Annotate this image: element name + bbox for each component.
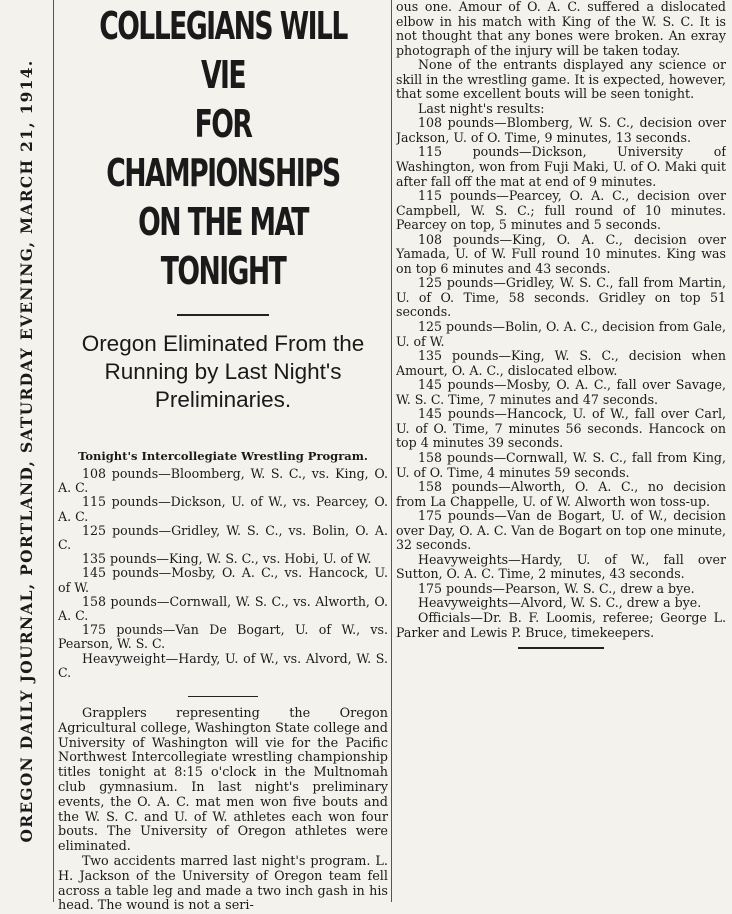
end-divider (518, 647, 604, 649)
result-item: 125 pounds—Gridley, W. S. C., fall from Martin, U. of O. Time, 58 seconds. Gridley on top 51 seconds. (396, 275, 726, 320)
result-item: 125 pounds—Bolin, O. A. C., decision from Gale, U. of W. (396, 319, 726, 349)
program-list (58, 467, 388, 680)
result-item: 145 pounds—Mosby, O. A. C., fall over Savage, W. S. C. Time, 7 minutes and 47 seconds. (396, 377, 726, 407)
program-item: 125 pounds—Gridley, W. S. C., vs. Bolin, O. A. C. (58, 522, 388, 553)
program-item: Heavyweight—Hardy, U. of W., vs. Alvord, W. S. C. (58, 650, 388, 680)
subhead-line: Preliminaries. (154, 387, 292, 412)
result-item: Officials—Dr. B. F. Loomis, referee; George L. Parker and Lewis P. Bruce, timekeepers. (396, 609, 726, 640)
program-item: 135 pounds—King, W. S. C., vs. Hobi, U. of W. (82, 551, 372, 567)
column-divider (391, 0, 392, 902)
subhead (58, 330, 388, 414)
result-item: 108 pounds—Blomberg, W. S. C., decision over Jackson, U. of O. Time, 9 minutes, 13 seconds. (396, 115, 726, 145)
results-heading: Last night's results: (418, 100, 545, 116)
body-paragraph: Grapplers representing the Oregon Agricultural college, Washington State college and University of Washington will vie for the Pacific Northwest Intercollegiate wrestling championship titles tonight at 8:15 o'clock in the Multnomah club gymnasium. In last night's preliminary events, the O. A. C. mat men won five bouts and the W. S. C. and U. of W. athletes each won four bouts. The University of Oregon athletes were eliminated. (58, 706, 388, 855)
headline-line: ON THE MAT TONIGHT (138, 200, 308, 293)
right-column (396, 0, 726, 649)
program-item: 115 pounds—Dickson, U. of W., vs. Pearcey, O. A. C. (58, 494, 388, 524)
result-item: 115 pounds—Dickson, University of Washington, won from Fuji Maki, U. of O. Maki quit after fall off the mat at end of 9 minutes. (396, 144, 726, 189)
program-divider (188, 696, 258, 697)
headline-divider (177, 314, 269, 316)
masthead-strip (0, 0, 54, 902)
result-item: 108 pounds—King, O. A. C., decision over Yamada, U. of W. Full round 10 minutes. King was on top 6 minutes and 43 seconds. (396, 231, 726, 276)
body-paragraph: Two accidents marred last night's program. L. H. Jackson of the University of Oregon team fell across a table leg and made a two inch gash in his head. The wound is not a seri- (58, 854, 388, 914)
result-item: 158 pounds—Cornwall, W. S. C., fall from King, U. of O. Time, 4 minutes 59 seconds. (396, 449, 726, 480)
result-item: Heavyweights—Alvord, W. S. C., drew a bye. (418, 595, 702, 611)
program-item: 108 pounds—Bloomberg, W. S. C., vs. King, O. A. C. (58, 466, 388, 496)
results-list (396, 116, 726, 640)
body-paragraph: None of the entrants displayed any science or skill in the wrestling game. It is expected, however, that some excellent bouts will be seen tonight. (396, 57, 726, 102)
result-item: Heavyweights—Hardy, U. of W., fall over Sutton, O. A. C. Time, 2 minutes, 43 seconds. (396, 551, 726, 582)
program-item: 145 pounds—Mosby, O. A. C., vs. Hancock, U. of W. (58, 565, 388, 595)
result-item: 135 pounds—King, W. S. C., decision when Amourt, O. A. C., dislocated elbow. (396, 348, 726, 378)
body-continuation: ous one. Amour of O. A. C. suffered a dislocated elbow in his match with King of the W. S. C. It is not thought that any bones were broken. An exray photograph of the injury will be taken today. (396, 0, 726, 58)
headline-line: FOR CHAMPIONSHIPS (106, 102, 340, 195)
left-column (58, 0, 388, 914)
result-item: 145 pounds—Hancock, U. of W., fall over Carl, U. of O. Time, 7 minutes 56 seconds. Hancock on top 4 minutes 39 seconds. (396, 406, 726, 451)
program-item: 158 pounds—Cornwall, W. S. C., vs. Alworth, O. A. C. (58, 593, 388, 624)
program-item: 175 pounds—Van De Bogart, U. of W., vs. Pearson, W. S. C. (58, 622, 388, 652)
subhead-line: Running by Last Night's (104, 359, 342, 384)
result-item: 115 pounds—Pearcey, O. A. C., decision over Campbell, W. S. C.; full round of 10 minutes. Pearcey on top, 5 minutes and 5 seconds. (396, 188, 726, 233)
headline-line: COLLEGIANS WILL VIE (99, 4, 347, 97)
result-item: 175 pounds—Van de Bogart, U. of W., decision over Day, O. A. C. Van de Bogart on top one minute, 32 seconds. (396, 508, 726, 553)
subhead-line: Oregon Eliminated From the (81, 331, 365, 356)
result-item: 175 pounds—Pearson, W. S. C., drew a bye. (418, 580, 695, 596)
masthead-divider (53, 0, 54, 902)
result-item: 158 pounds—Alworth, O. A. C., no decision from La Chappelle, U. of W. Alworth won toss-up. (396, 479, 726, 509)
program-title: Tonight's Intercollegiate Wrestling Program. (78, 449, 368, 463)
masthead-dateline: OREGON DAILY JOURNAL, PORTLAND, SATURDAY EVENING, MARCH 21, 1914. (18, 59, 36, 843)
headline (94, 2, 351, 296)
